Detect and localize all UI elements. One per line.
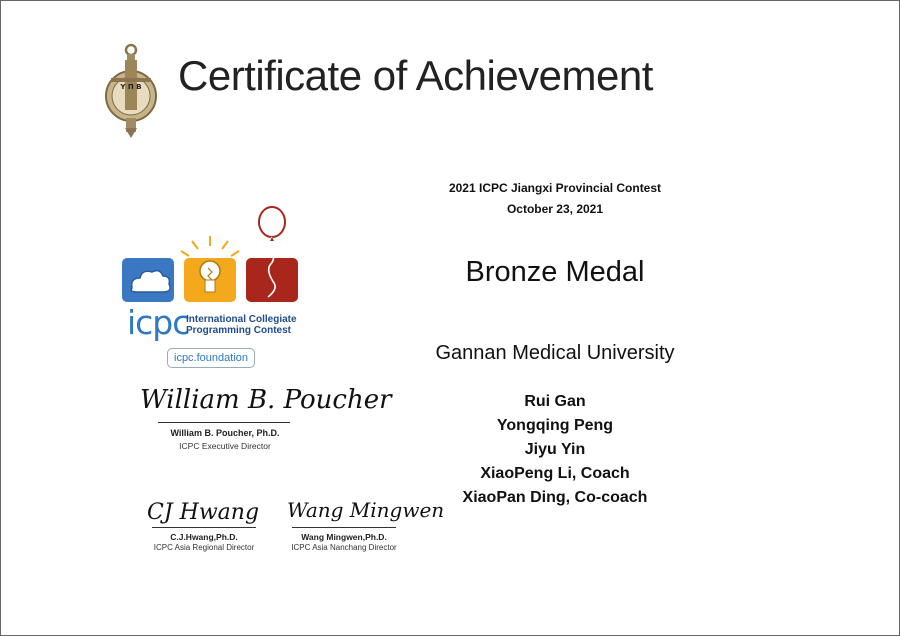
award-title: Bronze Medal (465, 256, 645, 288)
icpc-logo-graphic (122, 206, 302, 302)
signature-poucher-script: William B. Poucher (140, 385, 392, 415)
signature-hwang-script: CJ Hwang (147, 500, 260, 525)
icpc-logo (127, 303, 297, 342)
co-coach: XiaoPan Ding, Co-coach (462, 489, 648, 506)
icpc-subtitle (186, 314, 297, 336)
institution-name: Gannan Medical University (435, 342, 675, 364)
signature-role: ICPC Asia Nanchang Director (291, 543, 397, 552)
signature-name: William B. Poucher, Ph.D. (170, 428, 280, 438)
contest-name: 2021 ICPC Jiangxi Provincial Contest (448, 181, 662, 195)
team-member: Rui Gan (524, 393, 586, 410)
signature-role: ICPC Executive Director (179, 441, 271, 451)
signature-name: C.J.Hwang,Ph.D. (170, 532, 238, 542)
icpc-wordmark: icpc (127, 303, 190, 342)
icpc-subtitle-line1: International Collegiate (186, 314, 297, 325)
contest-date: October 23, 2021 (506, 202, 604, 216)
coach: XiaoPeng Li, Coach (480, 465, 630, 482)
team-member: Jiyu Yin (524, 441, 586, 458)
team-member: Yongqing Peng (496, 417, 614, 434)
emblem-icon (103, 42, 159, 138)
icpc-subtitle-line2: Programming Contest (186, 325, 292, 336)
signature-line (292, 527, 396, 528)
signature-line (152, 527, 256, 528)
signature-line (158, 422, 290, 423)
emblem-letters: Y Π B (120, 83, 142, 91)
icpc-foundation-badge: icpc.foundation (167, 348, 255, 368)
signature-role: ICPC Asia Regional Director (153, 543, 255, 552)
certificate-title: Certificate of Achievement (178, 52, 653, 99)
signature-wang-script: Wang Mingwen (287, 498, 445, 522)
signature-name: Wang Mingwen,Ph.D. (301, 532, 387, 542)
